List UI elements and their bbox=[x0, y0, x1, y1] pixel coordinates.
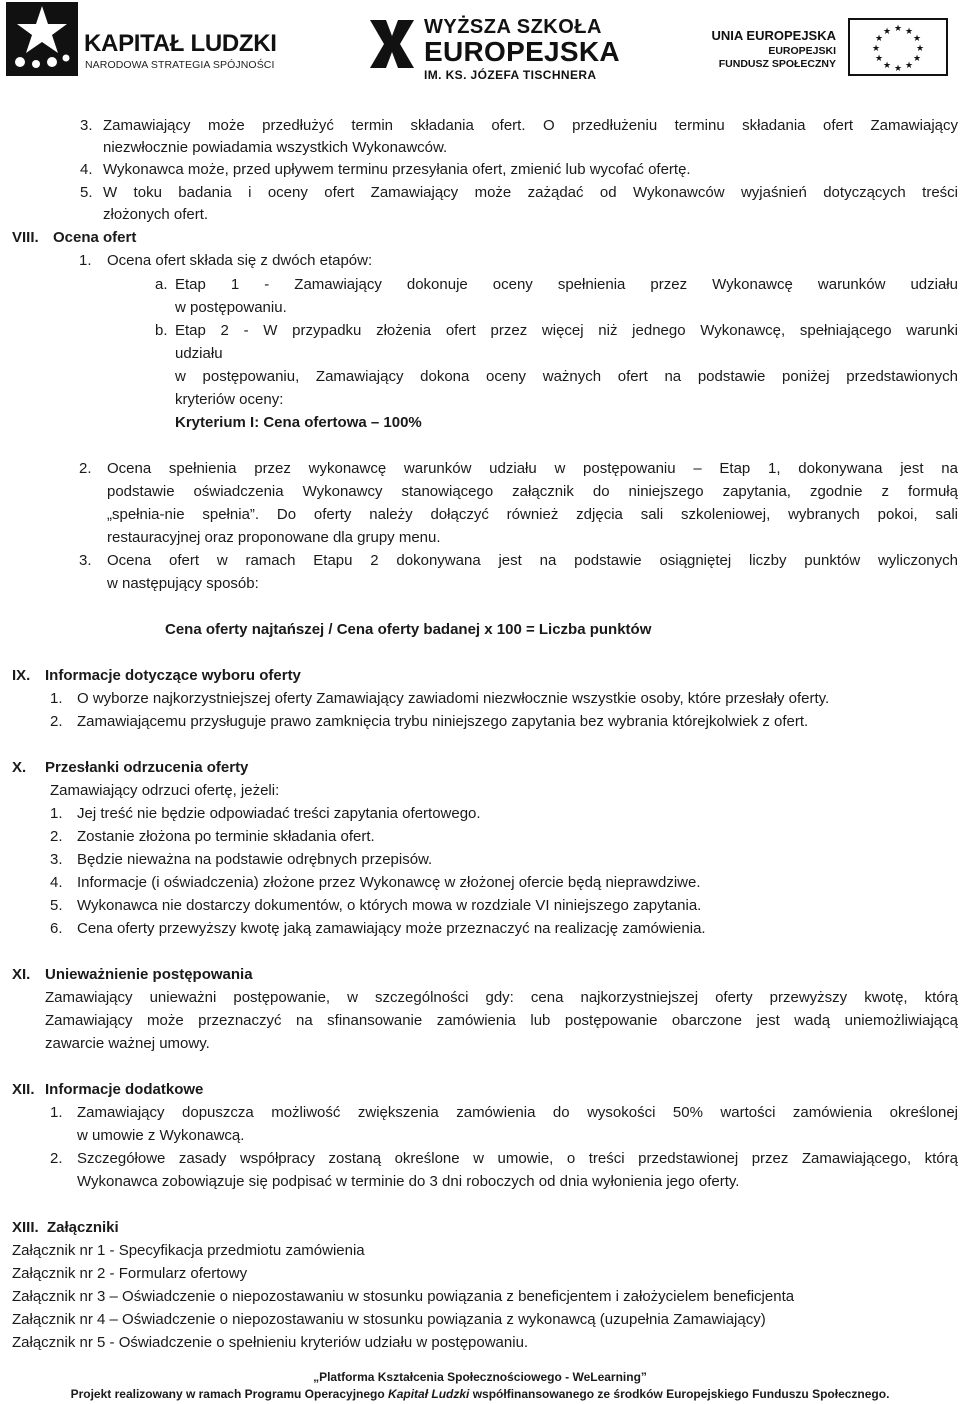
svg-text:★: ★ bbox=[904, 27, 914, 37]
section-title: Przesłanki odrzucenia oferty bbox=[45, 759, 249, 776]
svg-text:★: ★ bbox=[874, 34, 884, 44]
section-title: Informacje dodatkowe bbox=[45, 1081, 204, 1098]
svg-text:★: ★ bbox=[871, 44, 881, 54]
paragraph-line: O wyborze najkorzystniejszej oferty Zamawiający zawiadomi niezwłocznie wszystkie osoby, które przesłały oferty. bbox=[77, 690, 830, 707]
item-number: 5. bbox=[80, 184, 93, 201]
item-number: 4. bbox=[50, 874, 63, 891]
paragraph-line: W toku badania i oceny ofert Zamawiający może zażądać od Wykonawców wyjaśnień dotyczących treści bbox=[103, 184, 958, 201]
list-item: Jej treść nie będzie odpowiadać treści zapytania ofertowego. bbox=[77, 805, 481, 822]
paragraph-line: Zamawiający odrzuci ofertę, jeżeli: bbox=[50, 782, 280, 799]
paragraph-line: „spełnia-nie spełnia”. Do oferty należy dołączyć również zdjęcia sali szkoleniowej, wybranych pokoi, sali bbox=[107, 506, 958, 523]
section-number: XI. bbox=[12, 966, 31, 983]
criterion-label: Kryterium I: Cena ofertowa – 100% bbox=[175, 414, 422, 431]
paragraph-line: zawarcie ważnej umowy. bbox=[45, 1035, 210, 1052]
paragraph-line: Ocena ofert w ramach Etapu 2 dokonywana jest na podstawie osiągniętej liczby punktów wyliczonych bbox=[107, 552, 958, 569]
paragraph-line: Szczegółowe zasady współpracy zostaną określone w umowie, o treści przedstawionej przez Zamawiającego, którą bbox=[77, 1150, 958, 1167]
item-number: 5. bbox=[50, 897, 63, 914]
paragraph-line: udziału bbox=[175, 345, 223, 362]
item-number: 2. bbox=[50, 713, 63, 730]
list-item: Wykonawca nie dostarczy dokumentów, o których mowa w rozdziale VI niniejszego zapytania. bbox=[77, 897, 702, 914]
paragraph-line: Zamawiającemu przysługuje prawo zamknięcia trybu niniejszego zapytania bez wybrania którejkolwiek z ofert. bbox=[77, 713, 809, 730]
svg-text:★: ★ bbox=[893, 64, 903, 74]
section-title: Ocena ofert bbox=[53, 229, 137, 246]
wse-line-3: IM. KS. JÓZEFA TISCHNERA bbox=[424, 68, 597, 82]
section-title: Informacje dotyczące wyboru oferty bbox=[45, 667, 301, 684]
svg-text:★: ★ bbox=[893, 24, 903, 34]
paragraph-line: Wykonawca może, przed upływem terminu przesyłania ofert, zmienić lub wycofać ofertę. bbox=[103, 161, 691, 178]
footer-program-name: Kapitał Ludzki bbox=[388, 1387, 470, 1401]
section-number: XIII. bbox=[12, 1219, 39, 1236]
paragraph-line: Ocena ofert składa się z dwóch etapów: bbox=[107, 252, 373, 269]
footer-text-part: Projekt realizowany w ramach Programu Operacyjnego bbox=[70, 1387, 389, 1401]
svg-text:★: ★ bbox=[912, 34, 922, 44]
item-number: 2. bbox=[79, 460, 92, 477]
paragraph-line: w postępowaniu, Zamawiający dokona oceny ważnych ofert na podstawie poniżej przedstawionych bbox=[175, 368, 958, 385]
kapital-ludzki-title: KAPITAŁ LUDZKI bbox=[84, 30, 277, 57]
footer-project-name: „Platforma Kształcenia Społecznościowego - WeLearning” bbox=[313, 1370, 647, 1384]
paragraph-line: Zamawiający może przeznaczyć na sfinansowanie zamówienia lub postępowanie obarczone jest wadą uniemożliwiającą bbox=[45, 1012, 958, 1029]
attachment-item: Załącznik nr 3 – Oświadczenie o niepozostawaniu w stosunku powiązania z beneficjentem i założycielem beneficjenta bbox=[12, 1288, 795, 1305]
attachment-item: Załącznik nr 1 - Specyfikacja przedmiotu zamówienia bbox=[12, 1242, 365, 1259]
item-number: 2. bbox=[50, 1150, 63, 1167]
footer-funding-note bbox=[0, 1387, 960, 1401]
eu-line-3: FUNDUSZ SPOŁECZNY bbox=[718, 58, 836, 70]
wse-line-2: EUROPEJSKA bbox=[424, 36, 620, 67]
section-number: VIII. bbox=[12, 229, 39, 246]
scoring-formula: Cena oferty najtańszej / Cena oferty badanej x 100 = Liczba punktów bbox=[165, 621, 652, 638]
paragraph-line: kryteriów oceny: bbox=[175, 391, 284, 408]
section-number: XII. bbox=[12, 1081, 35, 1098]
section-title: Załączniki bbox=[47, 1219, 119, 1236]
paragraph-line: złożonych ofert. bbox=[103, 206, 209, 223]
eu-line-2: EUROPEJSKI bbox=[768, 45, 836, 57]
list-item: Będzie nieważna na podstawie odrębnych przepisów. bbox=[77, 851, 433, 868]
item-number: 4. bbox=[80, 161, 93, 178]
attachment-item: Załącznik nr 5 - Oświadczenie o spełnieniu kryteriów udziału w postępowaniu. bbox=[12, 1334, 529, 1351]
paragraph-line: Zamawiający dopuszcza możliwość zwiększenia zamówienia do wysokości 50% wartości zamówienia określonej bbox=[77, 1104, 958, 1121]
list-item: Cena oferty przewyższy kwotę jaką zamawiający może przeznaczyć na realizację zamówienia. bbox=[77, 920, 706, 937]
paragraph-line: Etap 1 - Zamawiający dokonuje oceny spełnienia przez Wykonawcę warunków udziału bbox=[175, 276, 958, 293]
item-number: 2. bbox=[50, 828, 63, 845]
eu-logo bbox=[711, 12, 954, 76]
kapital-ludzki-subtitle: NARODOWA STRATEGIA SPÓJNOŚCI bbox=[85, 59, 275, 71]
section-number: IX. bbox=[12, 667, 31, 684]
wse-logo bbox=[366, 8, 620, 82]
wse-line-1: WYŻSZA SZKOŁA bbox=[424, 16, 602, 38]
item-number: 3. bbox=[80, 117, 93, 134]
item-number: 3. bbox=[79, 552, 92, 569]
item-number: 1. bbox=[50, 1104, 63, 1121]
paragraph-line: w umowie z Wykonawcą. bbox=[77, 1127, 245, 1144]
item-number: 1. bbox=[50, 690, 63, 707]
section-number: X. bbox=[12, 759, 27, 776]
svg-text:★: ★ bbox=[912, 54, 922, 64]
paragraph-line: Etap 2 - W przypadku złożenia ofert przez więcej niż jednego Wykonawcę, spełniającego warunki bbox=[175, 322, 958, 339]
paragraph-line: niezwłocznie powiadamia wszystkich Wykonawców. bbox=[103, 139, 448, 156]
attachment-item: Załącznik nr 2 - Formularz ofertowy bbox=[12, 1265, 248, 1282]
item-number: 1. bbox=[79, 252, 92, 269]
svg-text:★: ★ bbox=[882, 27, 892, 37]
list-item: Informacje (i oświadczenia) złożone przez Wykonawcę w złożonej ofercie będą nieprawdziwe. bbox=[77, 874, 701, 891]
paragraph-line: restauracyjnej oraz proponowane dla grupy menu. bbox=[107, 529, 441, 546]
list-item: Zostanie złożona po terminie składania ofert. bbox=[77, 828, 375, 845]
section-title: Unieważnienie postępowania bbox=[45, 966, 253, 983]
paragraph-line: w następujący sposób: bbox=[107, 575, 259, 592]
paragraph-line: w postępowaniu. bbox=[175, 299, 287, 316]
item-number: 3. bbox=[50, 851, 63, 868]
attachment-item: Załącznik nr 4 – Oświadczenie o niepozostawaniu w stosunku powiązania z wykonawcą (uzupełnia Zamawiający) bbox=[12, 1311, 766, 1328]
footer-text-part: współfinansowanego ze środków Europejskiego Funduszu Społecznego. bbox=[469, 1387, 890, 1401]
kapital-ludzki-emblem-icon bbox=[6, 2, 78, 76]
eu-flag-icon bbox=[848, 18, 948, 76]
item-number: 6. bbox=[50, 920, 63, 937]
eu-line-1: UNIA EUROPEJSKA bbox=[711, 28, 836, 43]
item-number: 1. bbox=[50, 805, 63, 822]
svg-text:★: ★ bbox=[904, 61, 914, 71]
page-header bbox=[0, 0, 960, 84]
paragraph-line: podstawie oświadczenia Wykonawcy stanowiącego załącznik do niniejszego zapytania, zgodnie z formułą bbox=[107, 483, 958, 500]
kapital-ludzki-logo bbox=[6, 2, 277, 78]
paragraph-line: Ocena spełnienia przez wykonawcę warunków udziału w postępowaniu – Etap 1, dokonywana jest na bbox=[107, 460, 958, 477]
wse-x-emblem-icon bbox=[366, 16, 418, 72]
paragraph-line: Wykonawca zobowiązuje się podpisać w terminie do 3 dni roboczych od dnia wyłonienia jego oferty. bbox=[77, 1173, 740, 1190]
svg-text:★: ★ bbox=[882, 61, 892, 71]
item-letter: a. bbox=[155, 276, 168, 293]
svg-text:★: ★ bbox=[874, 54, 884, 64]
item-letter: b. bbox=[155, 322, 168, 339]
paragraph-line: Zamawiający unieważni postępowanie, w szczególności gdy: cena najkorzystniejszej oferty przewyższy kwotę, którą bbox=[45, 989, 958, 1006]
paragraph-line: Zamawiający może przedłużyć termin składania ofert. O przedłużeniu terminu składania ofert Zamawiający bbox=[103, 117, 958, 134]
svg-text:★: ★ bbox=[915, 44, 925, 54]
